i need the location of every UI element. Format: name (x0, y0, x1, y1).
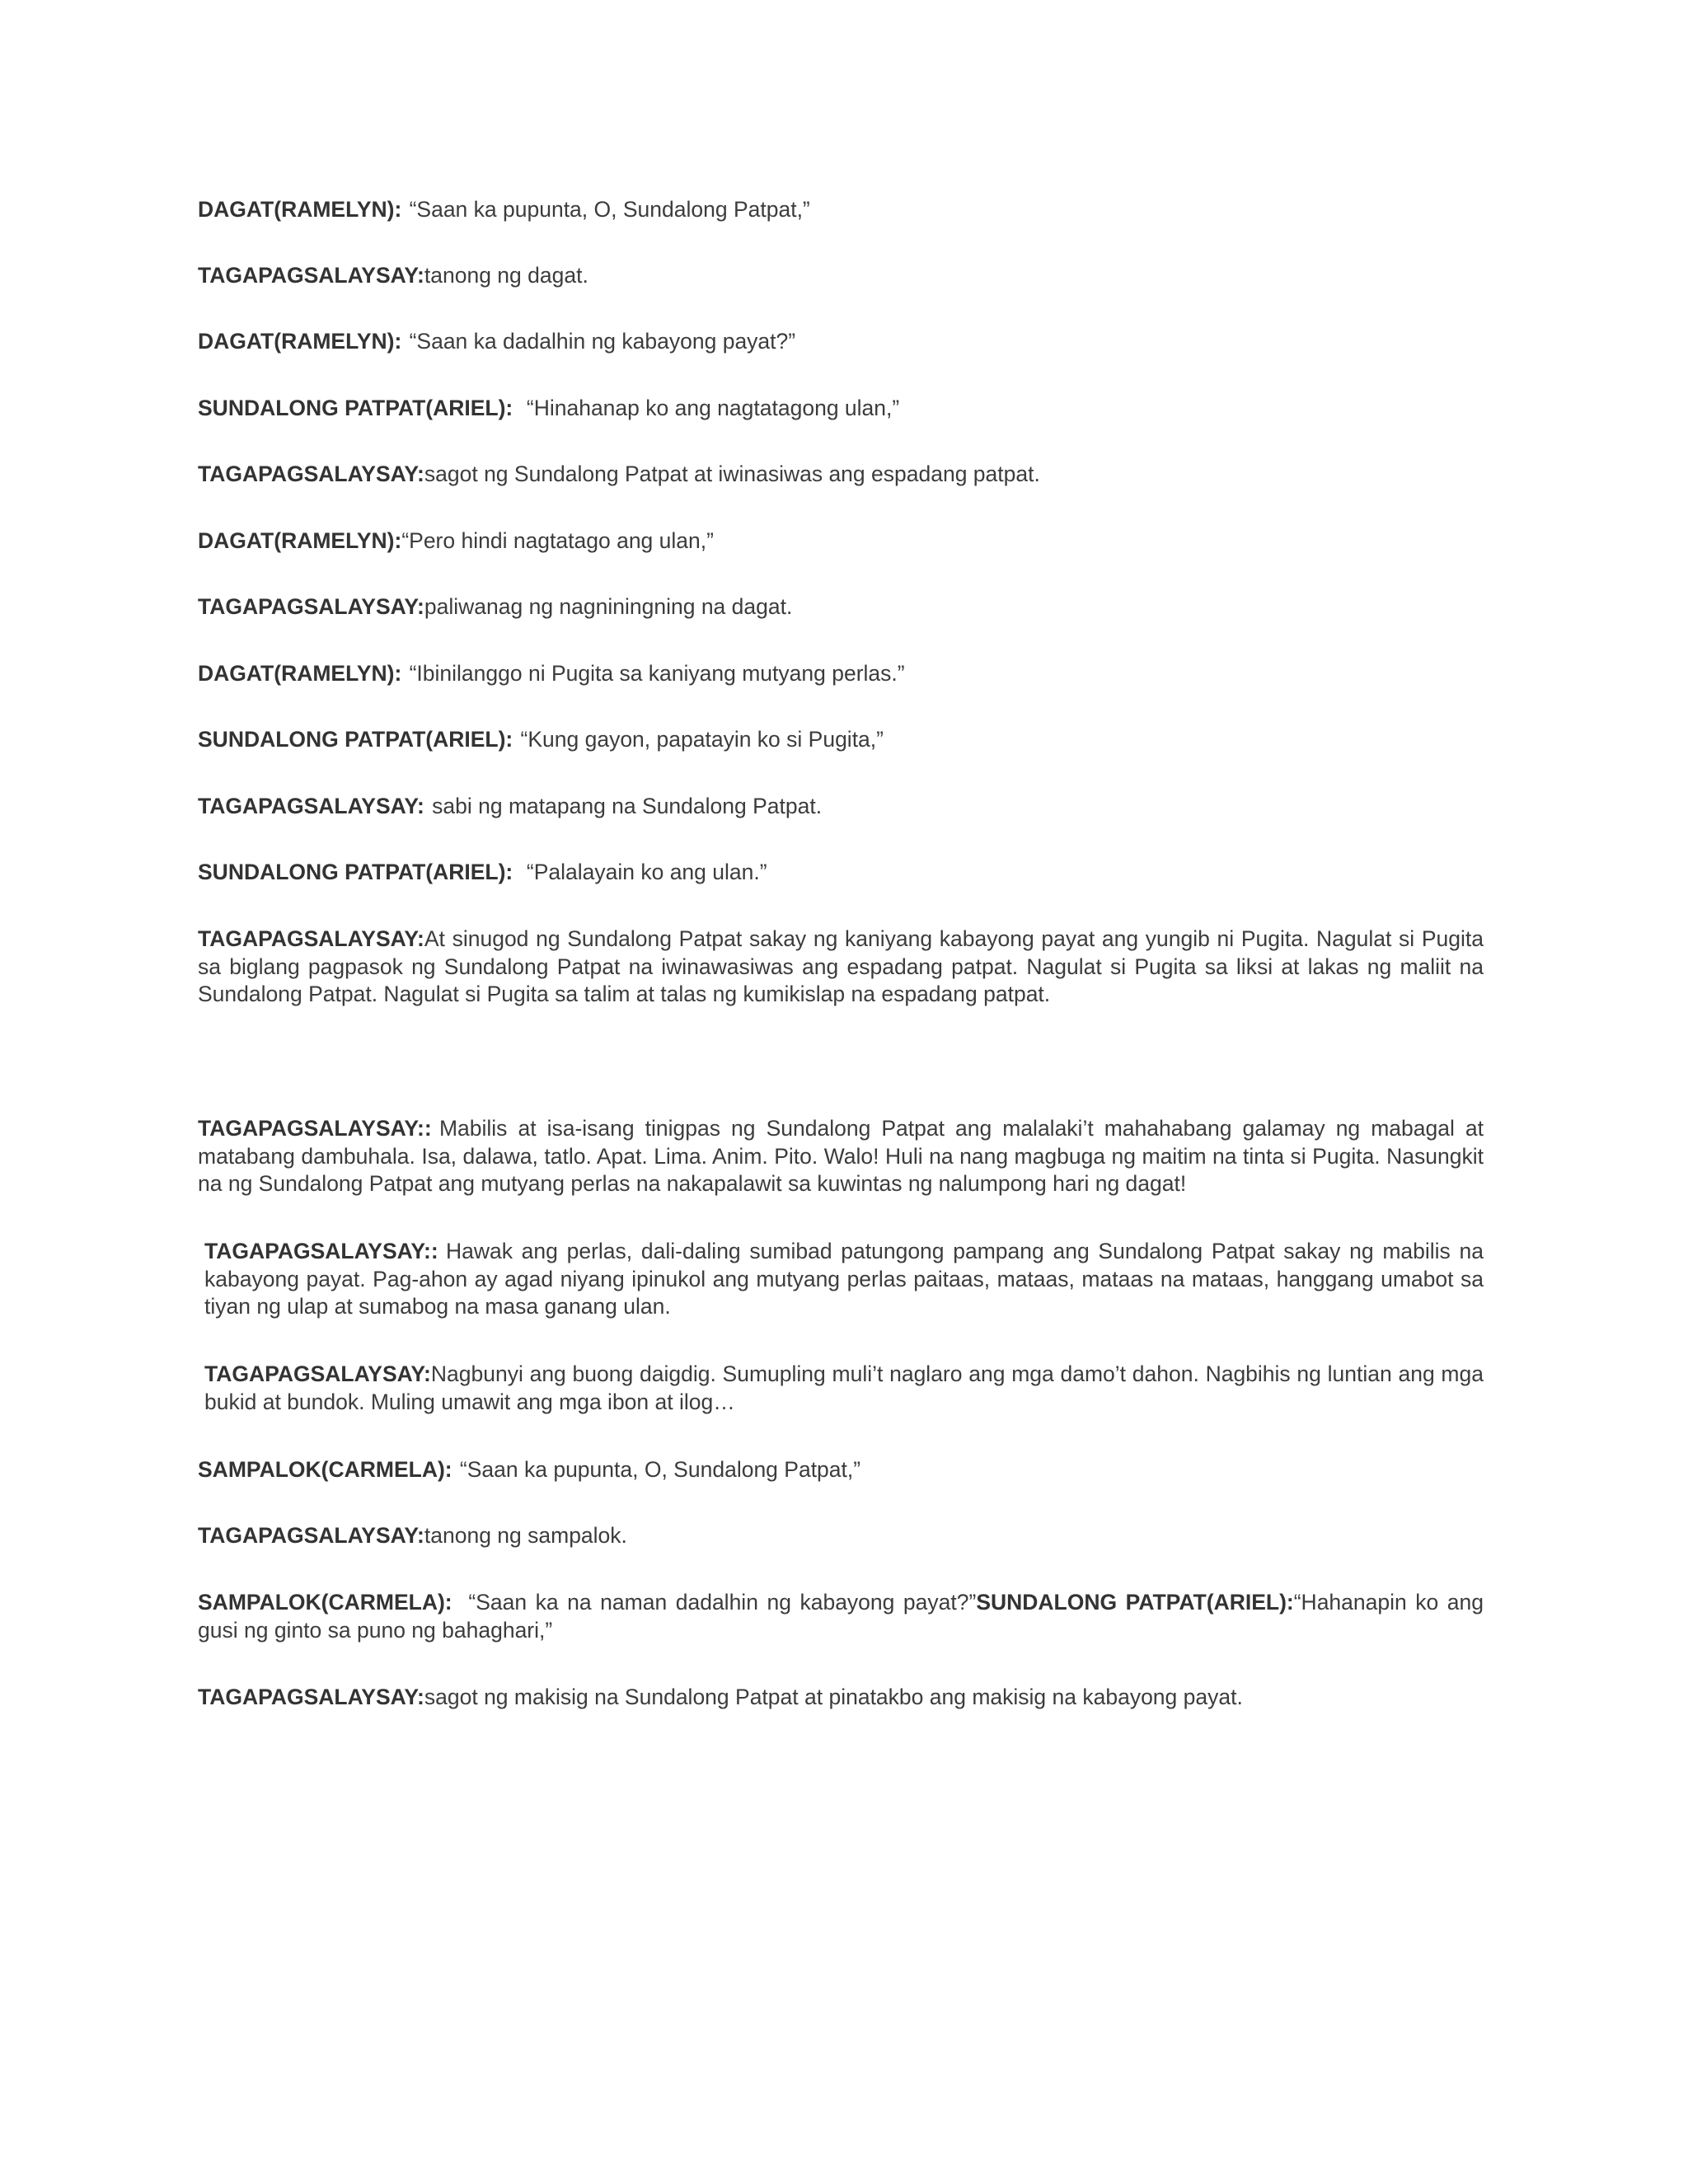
dialogue-text: “Palalayain ko ang ulan.” (520, 860, 767, 884)
narration-paragraph (198, 1361, 1484, 1416)
speaker-label: TAGAPAGSALAYSAY: (198, 1685, 424, 1709)
speaker-label: SUNDALONG PATPAT(ARIEL): (198, 727, 513, 752)
narration-text: At sinugod ng Sundalong Patpat sakay ng kaniyang kabayong payat ang yungib ni Pugita. Nagulat si Pugita sa biglang pagpasok ng Sundalong Patpat na iwinawasiwas ang espadang patpat. Nagulat si Pugita sa liksi at lakas ng maliit na Sundalong Patpat. Nagulat si Pugita sa talim at talas ng kumikislap na espadang patpat. (198, 926, 1484, 1006)
speaker-label: DAGAT(RAMELYN): (198, 329, 402, 354)
speaker-label: TAGAPAGSALAYSAY: (198, 594, 424, 619)
speaker-label: TAGAPAGSALAYSAY: (204, 1361, 431, 1386)
dialogue-text: “Kung gayon, papatayin ko si Pugita,” (520, 727, 884, 752)
dialogue-line (198, 859, 1484, 887)
dialogue-line (198, 1522, 1484, 1550)
dialogue-text: “Ibinilanggo ni Pugita sa kaniyang mutyang perlas.” (409, 661, 905, 686)
narration-paragraph (198, 1238, 1484, 1321)
speaker-label: TAGAPAGSALAYSAY: (198, 794, 424, 818)
speaker-label: SUNDALONG PATPAT(ARIEL): (976, 1590, 1294, 1615)
dialogue-line (198, 262, 1484, 290)
dialogue-text: sabi ng matapang na Sundalong Patpat. (432, 794, 823, 818)
speaker-label: SUNDALONG PATPAT(ARIEL): (198, 860, 513, 884)
speaker-label: SAMPALOK(CARMELA): (198, 1457, 452, 1482)
speaker-label: SAMPALOK(CARMELA): (198, 1590, 452, 1615)
speaker-label: TAGAPAGSALAYSAY: (198, 1523, 424, 1548)
dialogue-text: “Hahanapin ko ang gusi ng ginto sa puno ng bahaghari,” (198, 1590, 1484, 1643)
dialogue-text: paliwanag ng nagniningning na dagat. (424, 594, 793, 619)
dialogue-line (198, 593, 1484, 621)
narration-paragraph (198, 1115, 1484, 1198)
speaker-label: TAGAPAGSALAYSAY:: (204, 1239, 438, 1263)
dialogue-text: “Saan ka dadalhin ng kabayong payat?” (409, 329, 796, 354)
speaker-label: SUNDALONG PATPAT(ARIEL): (198, 396, 513, 420)
dialogue-text: “Saan ka pupunta, O, Sundalong Patpat,” (409, 197, 810, 222)
speaker-label: TAGAPAGSALAYSAY: (198, 263, 424, 288)
speaker-label: DAGAT(RAMELYN): (198, 661, 402, 686)
narration-text: Nagbunyi ang buong daigdig. Sumupling muli’t naglaro ang mga damo’t dahon. Nagbihis ng luntian ang mga bukid at bundok. Muling umawit ang mga ibon at ilog… (204, 1361, 1484, 1414)
dialogue-text: “Saan ka pupunta, O, Sundalong Patpat,” (459, 1457, 861, 1482)
speaker-label: DAGAT(RAMELYN): (198, 197, 402, 222)
dialogue-text: tanong ng dagat. (424, 263, 588, 288)
dialogue-line (198, 1456, 1484, 1484)
dialogue-line (198, 726, 1484, 754)
narration-text: Mabilis at isa-isang tinigpas ng Sundalong Patpat ang malalaki’t mahahabang galamay ng mabagal at matabang dambuhala. Isa, dalawa, tatlo. Apat. Lima. Anim. Pito. Walo! Huli na nang magbuga ng maitim na tinta si Pugita. Nasungkit na ng Sundalong Patpat ang mutyang perlas na nakapalawit sa kuwintas ng nalumpong hari ng dagat! (198, 1116, 1484, 1196)
speaker-label: TAGAPAGSALAYSAY: (198, 926, 424, 951)
dialogue-line (198, 461, 1484, 489)
speaker-label: TAGAPAGSALAYSAY:: (198, 1116, 432, 1141)
dialogue-line (198, 328, 1484, 356)
dialogue-text: sagot ng makisig na Sundalong Patpat at pinatakbo ang makisig na kabayong payat. (424, 1685, 1243, 1709)
dialogue-line (198, 527, 1484, 555)
dialogue-line (198, 1684, 1484, 1712)
dialogue-paragraph (198, 1589, 1484, 1644)
dialogue-line (198, 395, 1484, 423)
dialogue-text: “Saan ka na naman dadalhin ng kabayong payat?” (459, 1590, 977, 1615)
dialogue-line (198, 660, 1484, 688)
speaker-label: DAGAT(RAMELYN): (198, 528, 402, 553)
narration-text: Hawak ang perlas, dali-daling sumibad patungong pampang ang Sundalong Patpat sakay ng mabilis na kabayong payat. Pag-ahon ay agad niyang ipinukol ang mutyang perlas paitaas, mataas, mataas na mataas, hanggang umabot sa tiyan ng ulap at sumabog na masa ganang ulan. (204, 1239, 1484, 1319)
dialogue-text: “Pero hindi nagtatago ang ulan,” (401, 528, 714, 553)
dialogue-line (198, 196, 1484, 224)
dialogue-text: tanong ng sampalok. (424, 1523, 627, 1548)
dialogue-text: “Hinahanap ko ang nagtatagong ulan,” (520, 396, 900, 420)
dialogue-line (198, 793, 1484, 821)
narration-paragraph (198, 926, 1484, 1009)
dialogue-text: sagot ng Sundalong Patpat at iwinasiwas ang espadang patpat. (424, 462, 1040, 486)
speaker-label: TAGAPAGSALAYSAY: (198, 462, 424, 486)
